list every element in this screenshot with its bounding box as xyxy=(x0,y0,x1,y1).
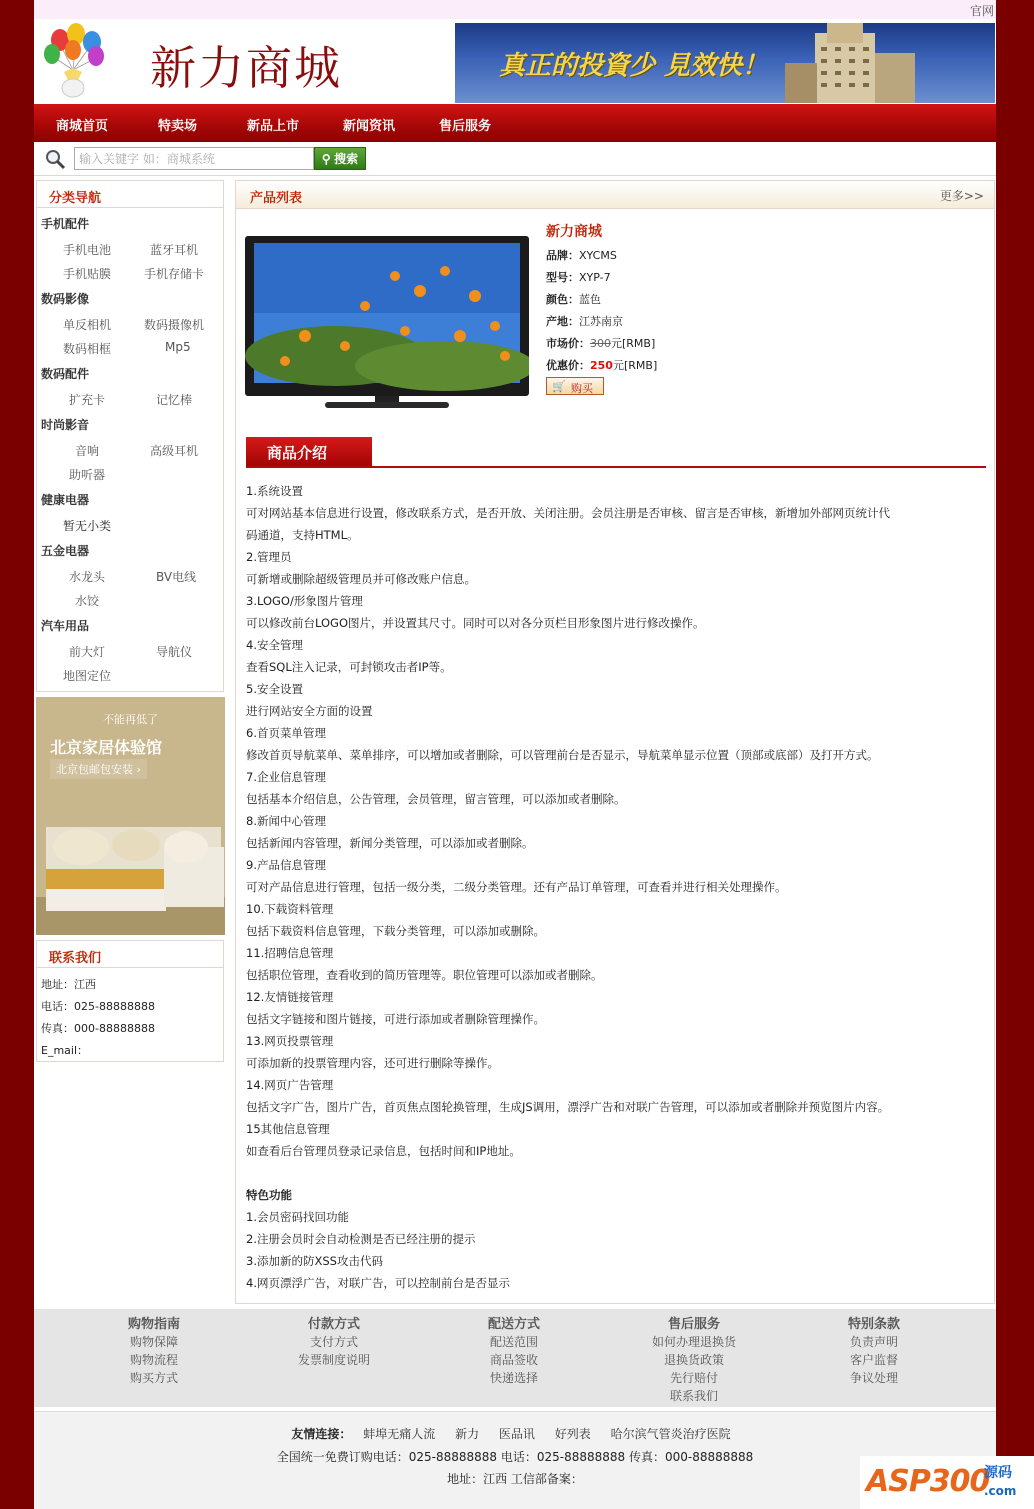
description-line: 包括下载资料信息管理，下载分类管理，可以添加或删除。 xyxy=(246,924,545,938)
footer-link[interactable]: 联系我们 xyxy=(669,1389,718,1403)
footer-hotline: 全国统一免费订购电话：025-88888888 电话：025-88888888 传真：000-88888888 xyxy=(276,1450,754,1464)
tab-product-intro[interactable]: 商品介绍 xyxy=(246,437,372,467)
footer-link[interactable]: 配送范围 xyxy=(489,1335,538,1349)
category-link[interactable]: BV电线 xyxy=(156,570,197,584)
product-origin: 产地：江苏南京 xyxy=(546,315,623,328)
footer-link[interactable]: 支付方式 xyxy=(309,1335,358,1349)
category-link[interactable]: 扩充卡 xyxy=(69,393,106,407)
footer-column xyxy=(439,1313,589,1387)
category-link[interactable]: 水龙头 xyxy=(69,570,106,584)
product-detail-panel xyxy=(235,180,995,1304)
category-link[interactable]: 蓝牙耳机 xyxy=(150,243,199,257)
footer-link[interactable]: 负责声明 xyxy=(849,1335,898,1349)
watermark-text: ASP300 xyxy=(866,1464,990,1499)
product-market-price: 市场价：300元[RMB] xyxy=(546,337,656,350)
category-sidebar-title: 分类导航 xyxy=(49,191,102,206)
search-button[interactable] xyxy=(314,147,366,170)
feature-line: 2.注册会员时会自动检测是否已经注册的提示 xyxy=(246,1232,476,1246)
footer-link[interactable]: 客户监督 xyxy=(849,1353,898,1367)
magnifier-icon xyxy=(44,148,66,170)
product-model: 型号：XYP-7 xyxy=(546,271,611,284)
footer-column-title: 特别条款 xyxy=(847,1317,900,1332)
description-line: 修改首页导航菜单、菜单排序，可以增加或者删除，可以管理前台是否显示，导航菜单显示位置（顶部或底部）及打开方式。 xyxy=(246,748,879,762)
description-line: 包括基本介绍信息，公告管理，会员管理，留言管理，可以添加或者删除。 xyxy=(246,792,626,806)
friend-links xyxy=(34,1425,996,1442)
description-line: 查看SQL注入记录，可封锁攻击者IP等。 xyxy=(246,660,452,674)
footer-column-title: 购物指南 xyxy=(127,1317,180,1332)
category-link[interactable]: 数码相框 xyxy=(63,342,112,356)
balloons-logo-icon xyxy=(40,22,106,102)
footer-column xyxy=(799,1313,949,1387)
category-title[interactable]: 五金电器 xyxy=(41,544,90,558)
page xyxy=(34,0,996,1509)
footer-link[interactable]: 争议处理 xyxy=(849,1371,898,1385)
friend-link[interactable]: 蚌埠无痛人流 xyxy=(363,1427,436,1441)
description-line: 4.安全管理 xyxy=(246,638,303,652)
search-button-label: 搜索 xyxy=(334,152,359,166)
description-line: 8.新闻中心管理 xyxy=(246,814,326,828)
banner-slogan: 真正的投資少 見效快！ xyxy=(499,51,769,81)
category-link[interactable]: 暂无小类 xyxy=(63,519,112,533)
description-line: 2.管理员 xyxy=(246,550,292,564)
footer-column-title: 付款方式 xyxy=(307,1317,360,1332)
contact-phone: 电话：025-88888888 xyxy=(41,1000,155,1013)
intro-divider xyxy=(246,466,986,468)
description-line: 14.网页广告管理 xyxy=(246,1078,334,1092)
search-bar xyxy=(34,142,996,176)
footer-address: 地址：江西 工信部备案： xyxy=(447,1472,583,1486)
product-color: 颜色：蓝色 xyxy=(546,293,601,306)
footer-column-title: 售后服务 xyxy=(667,1317,720,1332)
official-site-link[interactable]: 官网 xyxy=(969,4,994,18)
description-line: 15其他信息管理 xyxy=(246,1122,330,1136)
footer-link[interactable]: 购买方式 xyxy=(129,1371,178,1385)
description-line: 5.安全设置 xyxy=(246,682,303,696)
description-line: 3.LOGO/形象图片管理 xyxy=(246,594,363,608)
description-line: 可添加新的投票管理内容，还可进行删除等操作。 xyxy=(246,1056,499,1070)
footer-links xyxy=(34,1309,996,1407)
description-line: 进行网站安全方面的设置 xyxy=(246,704,373,718)
main-nav xyxy=(34,104,996,142)
friend-link[interactable]: 哈尔滨气管炎治疗医院 xyxy=(610,1427,731,1441)
product-sale-price: 优惠价：250元[RMB] xyxy=(546,359,658,372)
description-line: 7.企业信息管理 xyxy=(246,770,326,784)
footer-link[interactable]: 如何办理退换货 xyxy=(651,1335,736,1349)
description-line: 6.首页菜单管理 xyxy=(246,726,326,740)
search-icon: ⚲ xyxy=(321,152,331,166)
description-line: 10.下载资料管理 xyxy=(246,902,334,916)
product-image[interactable] xyxy=(245,236,529,411)
buy-button-label: 购买 xyxy=(571,383,593,395)
nav-new-products[interactable]: 新品上市 xyxy=(247,119,300,134)
feature-line: 3.添加新的防XSS攻击代码 xyxy=(246,1254,383,1268)
category-link[interactable]: 音响 xyxy=(75,444,100,458)
category-link[interactable]: 手机电池 xyxy=(63,243,112,257)
friend-link[interactable]: 医品讯 xyxy=(498,1427,535,1441)
watermark-domain: .com xyxy=(984,1484,1017,1498)
description-line: 包括文字链接和图片链接，可进行添加或者删除管理操作。 xyxy=(246,1012,545,1026)
description-line: 9.产品信息管理 xyxy=(246,858,326,872)
footer-column-title: 配送方式 xyxy=(487,1317,540,1332)
description-line: 包括职位管理，查看收到的简历管理等。职位管理可以添加或者删除。 xyxy=(246,968,603,982)
site-title: 新力商城 xyxy=(150,41,342,95)
footer-link[interactable]: 购物保障 xyxy=(129,1335,178,1349)
category-title[interactable]: 健康电器 xyxy=(41,493,90,507)
footer-link[interactable]: 快递选择 xyxy=(489,1371,538,1385)
category-link[interactable]: Mp5 xyxy=(165,340,191,354)
description-line: 11.招聘信息管理 xyxy=(246,946,334,960)
feature-line: 4.网页漂浮广告，对联广告，可以控制前台是否显示 xyxy=(246,1276,510,1290)
category-sidebar-header xyxy=(37,181,223,208)
category-sidebar xyxy=(36,180,224,692)
description-line: 可对产品信息进行管理，包括一级分类，二级分类管理。还有产品订单管理，可查看并进行相关处理操作。 xyxy=(246,880,787,894)
friend-links-label: 友情连接： xyxy=(291,1427,352,1441)
buy-button[interactable] xyxy=(546,377,604,395)
description-line: 12.友情链接管理 xyxy=(246,990,334,1004)
description-line: 13.网页投票管理 xyxy=(246,1034,334,1048)
category-link[interactable]: 水饺 xyxy=(75,594,100,608)
sofa-image xyxy=(36,697,225,935)
category-link[interactable]: 助听器 xyxy=(69,468,106,482)
promo-line-1: 不能再低了 xyxy=(103,713,158,726)
category-title[interactable]: 数码配件 xyxy=(41,367,90,381)
footer-link[interactable]: 先行赔付 xyxy=(669,1371,718,1385)
search-input[interactable] xyxy=(74,147,314,170)
footer-bottom xyxy=(34,1411,996,1509)
description-line: 可以修改前台LOGO图片，并设置其尺寸。同时可以对各分页栏目形象图片进行修改操作。 xyxy=(246,616,705,630)
footer-column xyxy=(79,1313,229,1387)
category-link[interactable]: 数码摄像机 xyxy=(144,318,205,332)
category-link[interactable]: 导航仪 xyxy=(156,645,193,659)
description-line: 如查看后台管理员登录记录信息，包括时间和IP地址。 xyxy=(246,1144,521,1158)
category-link[interactable]: 手机存储卡 xyxy=(144,267,205,281)
contact-email: E_mail： xyxy=(41,1044,89,1057)
top-bar xyxy=(34,0,996,19)
description-line: 包括新闻内容管理，新闻分类管理，可以添加或者删除。 xyxy=(246,836,534,850)
category-link[interactable]: 记忆棒 xyxy=(156,393,193,407)
watermark-sub: 源码 xyxy=(984,1465,1012,1481)
category-link[interactable]: 单反相机 xyxy=(63,318,112,332)
product-list-header xyxy=(236,181,994,209)
description-line: 包括文字广告，图片广告，首页焦点图轮换管理，生成JS调用，漂浮广告和对联广告管理，可以添加或者删除并预览图片内容。 xyxy=(246,1100,890,1114)
category-link[interactable]: 地图定位 xyxy=(63,669,112,683)
contact-sidebar xyxy=(36,940,224,1062)
category-link[interactable]: 手机贴膜 xyxy=(63,267,112,281)
product-brand: 品牌：XYCMS xyxy=(546,249,617,262)
category-link[interactable]: 高级耳机 xyxy=(150,444,199,458)
friend-link[interactable]: 好列表 xyxy=(554,1427,591,1441)
description-line: 1.系统设置 xyxy=(246,484,303,498)
features-title: 特色功能 xyxy=(246,1188,292,1202)
promo-line-3: 北京包邮包安装 › xyxy=(50,759,147,779)
more-link[interactable]: 更多>> xyxy=(939,189,984,203)
contact-sidebar-header xyxy=(37,941,223,968)
footer-link[interactable]: 发票制度说明 xyxy=(297,1353,370,1367)
category-title[interactable]: 手机配件 xyxy=(41,217,90,231)
description-line: 码通道，支持HTML。 xyxy=(246,528,359,542)
nav-home[interactable]: 商城首页 xyxy=(56,119,109,134)
description-line: 可新增或删除超级管理员并可修改账户信息。 xyxy=(246,572,476,586)
category-title[interactable]: 汽车用品 xyxy=(41,619,90,633)
footer-link[interactable]: 购物流程 xyxy=(129,1353,178,1367)
footer-link[interactable]: 退换货政策 xyxy=(663,1353,724,1367)
nav-news[interactable]: 新闻资讯 xyxy=(343,119,396,134)
friend-link[interactable]: 新力 xyxy=(455,1427,480,1441)
contact-address: 地址：江西 xyxy=(41,978,96,991)
asp300-watermark-logo xyxy=(860,1456,1034,1509)
contact-fax: 传真：000-88888888 xyxy=(41,1022,155,1035)
product-list-title: 产品列表 xyxy=(250,191,303,206)
nav-after-sales[interactable]: 售后服务 xyxy=(439,119,492,134)
footer-link[interactable]: 商品签收 xyxy=(489,1353,538,1367)
promo-line-2: 北京家居体验馆 xyxy=(50,738,163,757)
cart-icon: 🛒 xyxy=(552,381,566,393)
promo-banner[interactable] xyxy=(36,697,225,935)
feature-line: 1.会员密码找回功能 xyxy=(246,1210,349,1224)
product-name: 新力商城 xyxy=(546,224,602,240)
nav-special-sale[interactable]: 特卖场 xyxy=(158,119,198,134)
footer-column xyxy=(259,1313,409,1369)
category-link[interactable]: 前大灯 xyxy=(69,645,106,659)
description-line: 可对网站基本信息进行设置，修改联系方式，是否开放、关闭注册。会员注册是否审核、留言是否审核，新增加外部网页统计代 xyxy=(246,506,890,520)
category-title[interactable]: 数码影像 xyxy=(41,292,90,306)
contact-sidebar-title: 联系我们 xyxy=(49,951,102,966)
footer-column xyxy=(619,1313,769,1405)
header-banner xyxy=(455,23,995,103)
category-title[interactable]: 时尚影音 xyxy=(41,418,90,432)
